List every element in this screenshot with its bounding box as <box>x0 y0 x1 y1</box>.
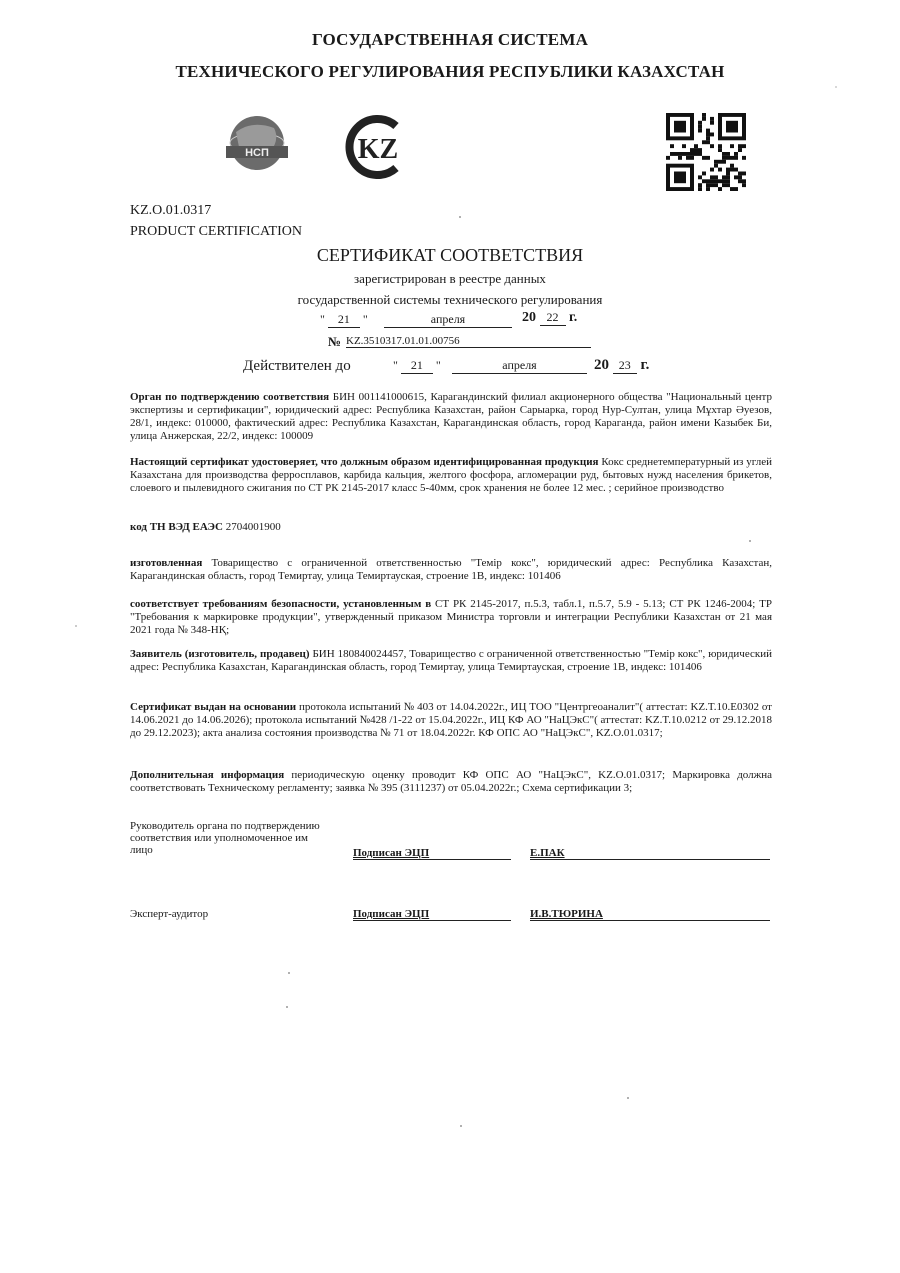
valid-label: Действителен до <box>243 358 351 374</box>
certifies-label: Настоящий сертификат удостоверяет, что должным образом идентифицированная продукция <box>130 456 599 468</box>
kz-certification-logo <box>342 112 412 182</box>
valid-century: 20 <box>594 357 609 373</box>
header-line-1: ГОСУДАРСТВЕННАЯ СИСТЕМА <box>311 30 589 49</box>
header-line-2: ТЕХНИЧЕСКОГО РЕГУЛИРОВАНИЯ РЕСПУБЛИКИ КАЗАХСТАН <box>175 62 725 81</box>
manufacturer-section <box>130 557 772 583</box>
manufacturer-label: изготовленная <box>130 557 203 569</box>
applicant-section <box>130 648 772 674</box>
basis-text: протокола испытаний № 403 от 14.04.2022г., ИЦ ТОО "Центргеоаналит"( аттестат: KZ.T.10.E0302 от 14.06.2021 до 14.06.2026); протокола испытаний №428 /1-22 от 15.04.2022г., ИЦ КФ АО "НаЦЭкС"( аттестат: KZ.T.10.0212 от 29.12.2018 до 29.12.2023); акта анализа состояния производства № 71 от 18.04.2022г. КФ ОПС АО "НаЦЭкС", KZ.O.01.0317; <box>130 701 772 739</box>
reg-day: 21 <box>328 312 360 328</box>
tnved-value: 2704001900 <box>222 521 281 533</box>
scan-speck <box>75 625 77 627</box>
number-prefix: № <box>328 334 342 349</box>
nsp-logo-text: НСП <box>245 147 269 159</box>
reg-century: 20 <box>522 310 536 325</box>
quote-close: " <box>435 358 441 372</box>
certificate-subtitle-1: зарегистрирован в реестре данных <box>354 271 546 286</box>
reg-year-suffix: г. <box>569 310 578 325</box>
valid-day: 21 <box>401 358 433 374</box>
certificate-subtitle-2: государственной системы технического регулирования <box>297 292 603 307</box>
qr-code <box>666 113 746 191</box>
quote-open: " <box>393 358 398 372</box>
reg-year-block <box>522 310 577 326</box>
valid-year-suffix: г. <box>640 357 650 373</box>
applicant-text: БИН 180840024457, Товарищество с ограниченной ответственностью "Темір кокс", юридический адрес: Республика Казахстан, Карагандинская область, город Темиртау, улица Темиртауская, строение 1В, индекс: 101406 <box>130 648 772 673</box>
organ-section <box>130 391 772 443</box>
quote-open: " <box>320 312 325 326</box>
tnved-section <box>130 521 772 534</box>
organ-text: БИН 001141000615, Карагандинский филиал акционерного общества "Национальный центр экспертизы и сертификации", юридический адрес: Республика Казахстан, район Сарыарка, город Нур-Султан, улица Мұхтар Әуезов, 28/1, индекс: 010000, фактический адрес: Республика Казахстан, Карагандинская область, город Караганда, район имени Казыбек Би, улица Анжерская, 22/2, индекс: 100009 <box>130 391 772 442</box>
additional-info-text: периодическую оценку проводит КФ ОПС АО "НаЦЭкС", KZ.O.01.0317; Маркировка должна соответствовать Техническому регламенту; заявка № 395 (3111237) от 05.04.2022г.; Схема сертификации 3; <box>130 769 773 794</box>
registry-code: KZ.O.01.0317 <box>130 203 212 218</box>
applicant-label: Заявитель (изготовитель, продавец) <box>130 648 310 660</box>
scan-speck <box>627 1097 629 1099</box>
organ-label: Орган по подтверждению соответствия <box>130 391 330 403</box>
valid-year: 23 <box>613 358 637 374</box>
basis-label: Сертификат выдан на основании <box>130 701 297 713</box>
scan-speck <box>460 1125 462 1127</box>
kz-logo-text: KZ <box>357 134 399 165</box>
head-signed-status: Подписан ЭЦП <box>353 847 430 859</box>
scan-speck <box>749 540 751 542</box>
expert-name-line <box>530 920 770 921</box>
head-signer-label: Руководитель органа по подтверждению соответствия или уполномоченное им лицо <box>130 820 320 856</box>
certificate-title: СЕРТИФИКАТ СООТВЕТСТВИЯ <box>316 245 584 265</box>
reg-month: апреля <box>384 312 512 328</box>
expert-signed-status: Подписан ЭЦП <box>353 908 430 920</box>
quote-close: " <box>362 312 368 326</box>
valid-day-block <box>393 358 441 374</box>
scan-speck <box>288 972 290 974</box>
scan-speck <box>286 1006 288 1008</box>
head-signature-line <box>353 859 511 860</box>
requirements-label: соответствует требованиям безопасности, установленным в <box>130 598 432 610</box>
expert-signature-line <box>353 920 511 921</box>
basis-section <box>130 701 772 740</box>
requirements-text: СТ РК 2145-2017, п.5.3, табл.1, п.5.7, 5.9 - 5.13; СТ РК 1246-2004; ТР "Требования к маркировке продукции", утвержденный приказом Министра торговли и интеграции Республики Казахстан от 21 мая 2021 года № 348-НҚ; <box>130 598 772 636</box>
head-signer-name: Е.ПАК <box>530 847 565 859</box>
certifies-section <box>130 456 772 495</box>
valid-month: апреля <box>452 358 587 374</box>
scan-speck <box>459 216 461 218</box>
requirements-section <box>130 598 772 637</box>
reg-year: 22 <box>540 310 566 326</box>
valid-year-block <box>594 357 649 374</box>
reg-date <box>320 312 368 328</box>
certificate-number: KZ.3510317.01.01.00756 <box>346 335 591 348</box>
scan-speck <box>835 86 837 88</box>
tnved-label: код ТН ВЭД ЕАЭС <box>130 521 223 533</box>
registry-label: PRODUCT CERTIFICATION <box>130 224 302 239</box>
certifies-text: Кокс среднетемпературный из углей Казахстана для производства ферросплавов, карбида кальция, желтого фосфора, агломерации руд, бытовых нужд населения брикетов, слоевого и пылевидного сжигания по СТ РК 2145-2017 класс 5-40мм, срок хранения не более 12 мес. ; серийное производство <box>130 456 772 494</box>
expert-name: И.В.ТЮРИНА <box>530 908 603 920</box>
additional-info-label: Дополнительная информация <box>130 769 285 781</box>
nsp-logo <box>222 112 292 174</box>
manufacturer-text: Товарищество с ограниченной ответственностью "Темір кокс", юридический адрес: Республика Казахстан, Карагандинская область, город Темиртау, улица Темиртауская, строение 1В, индекс: 101406 <box>130 557 772 582</box>
head-name-line <box>530 859 770 860</box>
additional-info-section <box>130 769 772 795</box>
expert-label: Эксперт-аудитор <box>130 908 209 920</box>
